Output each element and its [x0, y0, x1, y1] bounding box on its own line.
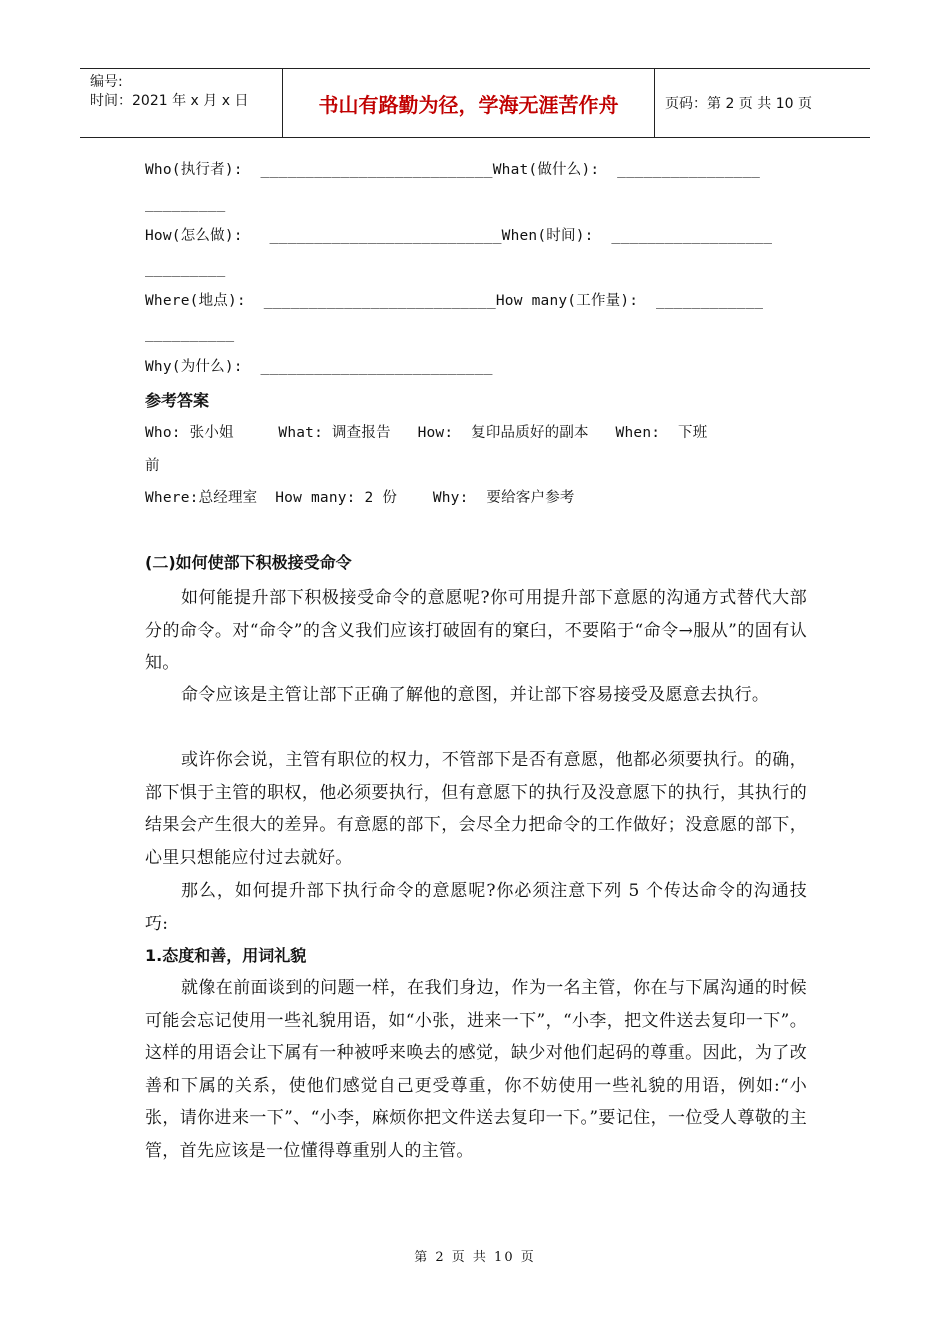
page-info: 页码：第 2 页 共 10 页: [665, 96, 812, 112]
header-meta: [80, 69, 282, 137]
form-row-how-when-cont: _________: [145, 261, 226, 277]
form-row-where-howmany: Where(地点): __________________________How many(工作量): ____________: [145, 293, 764, 309]
sub-paragraph: 就像在前面谈到的问题一样，在我们身边，作为一名主管，你在与下属沟通的时候可能会忘记使用一些礼貌用语，如“小张，进来一下”，“小李，把文件送去复印一下”。这样的用语会让下属有一种被呼来唤去的感觉，缺少对他们起码的尊重。因此，为了改善和下属的关系，使他们感觉自己更受尊重，你不妨使用一些礼貌的用语，例如:“小张，请你进来一下”、“小李，麻烦你把文件送去复印一下。”要记住，一位受人尊敬的主管，首先应该是一位懂得尊重别人的主管。: [145, 978, 807, 1161]
paragraph-2: 命令应该是主管让部下正确了解他的意图，并让部下容易接受及愿意去执行。: [181, 685, 770, 705]
section-heading: (二)如何使部下积极接受命令: [145, 553, 352, 572]
paragraph-3: 或许你会说，主管有职位的权力，不管部下是否有意愿，他都必须要执行。的确，部下惧于主管的职权，他必须要执行，但有意愿下的执行及没意愿下的执行，其执行的结果会产生很大的差异。有意愿的部下，会尽全力把命令的工作做好；没意愿的部下，心里只想能应付过去就好。: [145, 750, 807, 868]
sub-heading: 1.态度和善，用词礼貌: [145, 946, 307, 965]
answer-line-1-cont: 前: [145, 458, 160, 474]
answer-heading: 参考答案: [145, 391, 210, 410]
answer-line-2: Where:总经理室 How many: 2 份 Why: 要给客户参考: [145, 490, 575, 506]
form-row-who-what: Who(执行者): __________________________What(做什么): ________________: [145, 162, 761, 178]
motto: 书山有路勤为径，学海无涯苦作舟: [282, 69, 655, 137]
page-header: [80, 68, 870, 138]
date-text: 时间：2021 年 x 月 x 日: [90, 93, 249, 109]
number-label: 编号:: [90, 74, 123, 90]
form-row-who-what-cont: _________: [145, 196, 226, 212]
form-row-why: Why(为什么): __________________________: [145, 359, 493, 375]
form-row-where-howmany-cont: __________: [145, 326, 235, 342]
paragraph-4: 那么，如何提升部下执行命令的意愿呢?你必须注意下列 5 个传达命令的沟通技巧:: [145, 881, 807, 934]
form-row-how-when: How(怎么做): __________________________When(时间): __________________: [145, 228, 773, 244]
page-footer: 第 2 页 共 10 页: [414, 1250, 536, 1265]
paragraph-1: 如何能提升部下积极接受命令的意愿呢?你可用提升部下意愿的沟通方式替代大部分的命令。对“命令”的含义我们应该打破固有的窠臼，不要陷于“命令→服从”的固有认知。: [145, 588, 807, 673]
answer-line-1: Who: 张小姐 What: 调查报告 How: 复印品质好的副本 When: 下班: [145, 425, 708, 441]
